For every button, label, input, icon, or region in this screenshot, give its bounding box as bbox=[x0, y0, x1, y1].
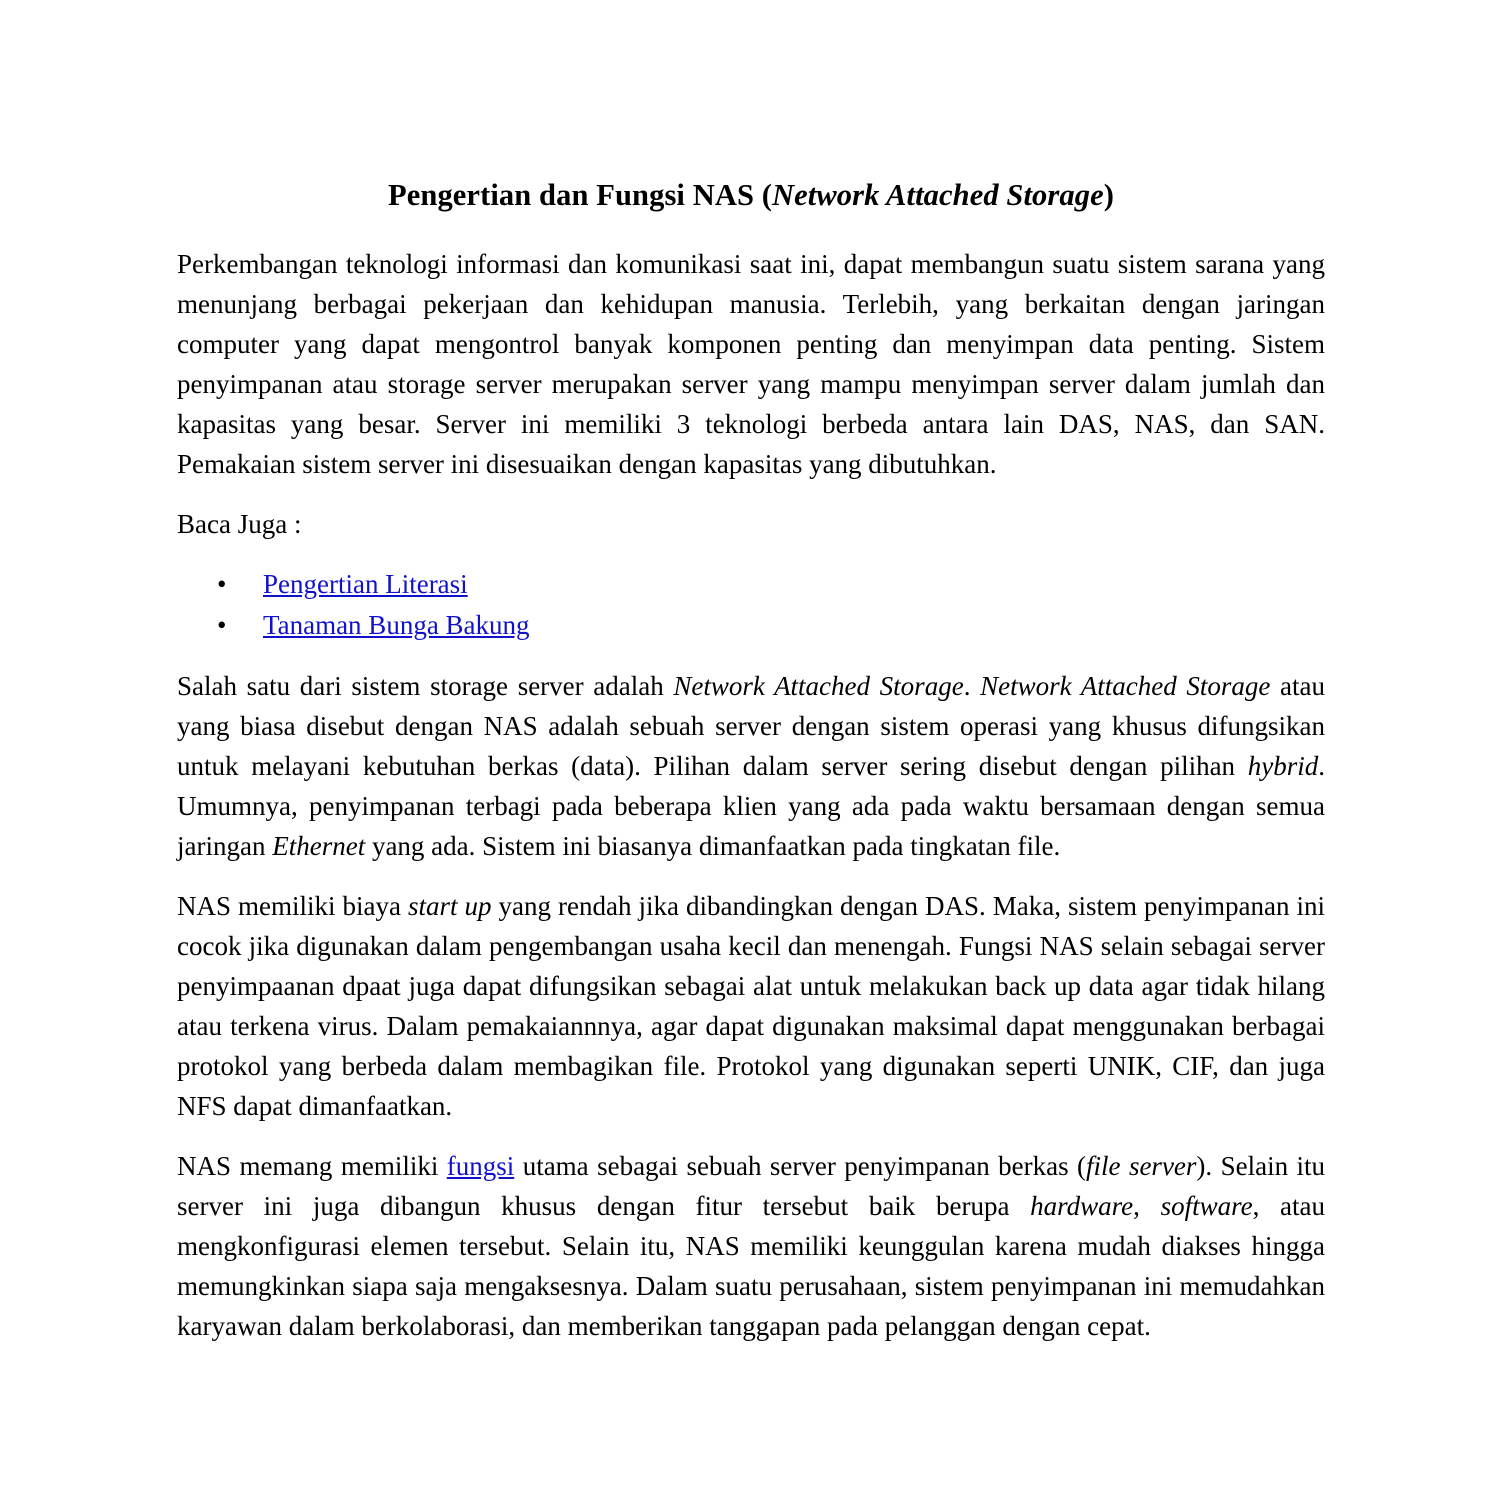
title-text-italic: Network Attached Storage bbox=[772, 178, 1104, 212]
par2-seg2: . bbox=[963, 671, 981, 702]
document-content bbox=[177, 0, 1325, 1346]
link-tanaman-bunga-bakung[interactable]: Tanaman Bunga Bakung bbox=[263, 610, 530, 641]
read-also-list bbox=[177, 564, 1325, 646]
spacer-par-1 bbox=[177, 484, 1325, 504]
list-item bbox=[177, 564, 1325, 605]
paragraph-nas-cost bbox=[177, 886, 1325, 1126]
spacer-list bbox=[177, 646, 1325, 666]
spacer-title bbox=[177, 214, 1325, 244]
paragraph-nas-definition bbox=[177, 666, 1325, 866]
par4-seg5: , atau mengkonfigurasi elemen tersebut. Selain itu, NAS memiliki keunggulan karena mudah diakses hingga memungkinkan siapa saja mengaksesnya. Dalam suatu perusahaan, sistem penyimpanan ini memudahkan karyawan dalam berkolaborasi, dan memberikan tanggapan pada pelanggan dengan cepat. bbox=[177, 1191, 1325, 1342]
paragraph-intro: Perkembangan teknologi informasi dan komunikasi saat ini, dapat membangun suatu sistem sarana yang menunjang berbagai pekerjaan dan kehidupan manusia. Terlebih, yang berkaitan dengan jaringan computer yang dapat mengontrol banyak komponen penting dan menyimpan data penting. Sistem penyimpanan atau storage server merupakan server yang mampu menyimpan server dalam jumlah dan kapasitas yang besar. Server ini memiliki 3 teknologi berbeda antara lain DAS, NAS, dan SAN. Pemakaian sistem server ini disesuaikan dengan kapasitas yang dibutuhkan. bbox=[177, 249, 1325, 480]
par2-seg4: . Umumnya, penyimpanan terbagi pada beberapa klien yang ada pada waktu bersamaan dengan semua jaringan bbox=[177, 751, 1325, 862]
par4-italic-file-server: file server bbox=[1086, 1151, 1197, 1182]
spacer-par-3 bbox=[177, 1126, 1325, 1146]
list-item bbox=[177, 605, 1325, 646]
spacer-read-also bbox=[177, 544, 1325, 564]
par4-italic-software: software bbox=[1160, 1191, 1253, 1222]
par2-italic-ethernet: Ethernet bbox=[272, 831, 366, 862]
par4-seg4: , bbox=[1133, 1191, 1161, 1222]
par4-italic-hardware: hardware bbox=[1030, 1191, 1134, 1222]
title-text-plain: Pengertian dan Fungsi NAS ( bbox=[388, 178, 773, 212]
title-text-close: ) bbox=[1103, 178, 1114, 212]
paragraph-nas-function bbox=[177, 1146, 1325, 1346]
par3-seg1: NAS memiliki biaya bbox=[177, 891, 409, 922]
par4-seg3: ). Selain itu server ini juga dibangun khusus dengan fitur tersebut baik berupa bbox=[177, 1151, 1326, 1222]
par4-seg2: utama sebagai sebuah server penyimpanan berkas ( bbox=[514, 1151, 1087, 1182]
bullet-icon: • bbox=[217, 610, 227, 641]
read-also-label: Baca Juga : bbox=[177, 509, 302, 540]
spacer-par-2 bbox=[177, 866, 1325, 886]
link-pengertian-literasi[interactable]: Pengertian Literasi bbox=[263, 569, 468, 600]
bullet-icon: • bbox=[217, 569, 227, 600]
par3-seg2: yang rendah jika dibandingkan dengan DAS. Maka, sistem penyimpanan ini cocok jika digunakan dalam pengembangan usaha kecil dan menengah. Fungsi NAS selain sebagai server penyimpaanan dpaat juga dapat difungsikan sebagai alat untuk melakukan back up data agar tidak hilang atau terkena virus. Dalam pemakaiannnya, agar dapat digunakan maksimal dapat menggunakan berbagai protokol yang berbeda dalam membagikan file. Protokol yang digunakan seperti UNIK, CIF, dan juga NFS dapat dimanfaatkan. bbox=[177, 891, 1325, 1122]
page-title bbox=[177, 0, 1325, 214]
par2-seg5: yang ada. Sistem ini biasanya dimanfaatkan pada tingkatan file. bbox=[365, 831, 1061, 862]
par3-italic-start-up: start up bbox=[408, 891, 492, 922]
par4-seg1: NAS memang memiliki bbox=[177, 1151, 447, 1182]
link-fungsi[interactable]: fungsi bbox=[446, 1151, 515, 1182]
par2-italic-hybrid: hybrid bbox=[1247, 751, 1319, 782]
par2-seg1: Salah satu dari sistem storage server adalah bbox=[177, 671, 674, 702]
par2-seg3: atau yang biasa disebut dengan NAS adalah sebuah server dengan sistem operasi yang khusus difungsikan untuk melayani kebutuhan berkas (data). Pilihan dalam server sering disebut dengan pilihan bbox=[177, 671, 1325, 782]
par2-italic-nas-2: Network Attached Storage bbox=[980, 671, 1271, 702]
par2-italic-nas-1: Network Attached Storage bbox=[673, 671, 964, 702]
